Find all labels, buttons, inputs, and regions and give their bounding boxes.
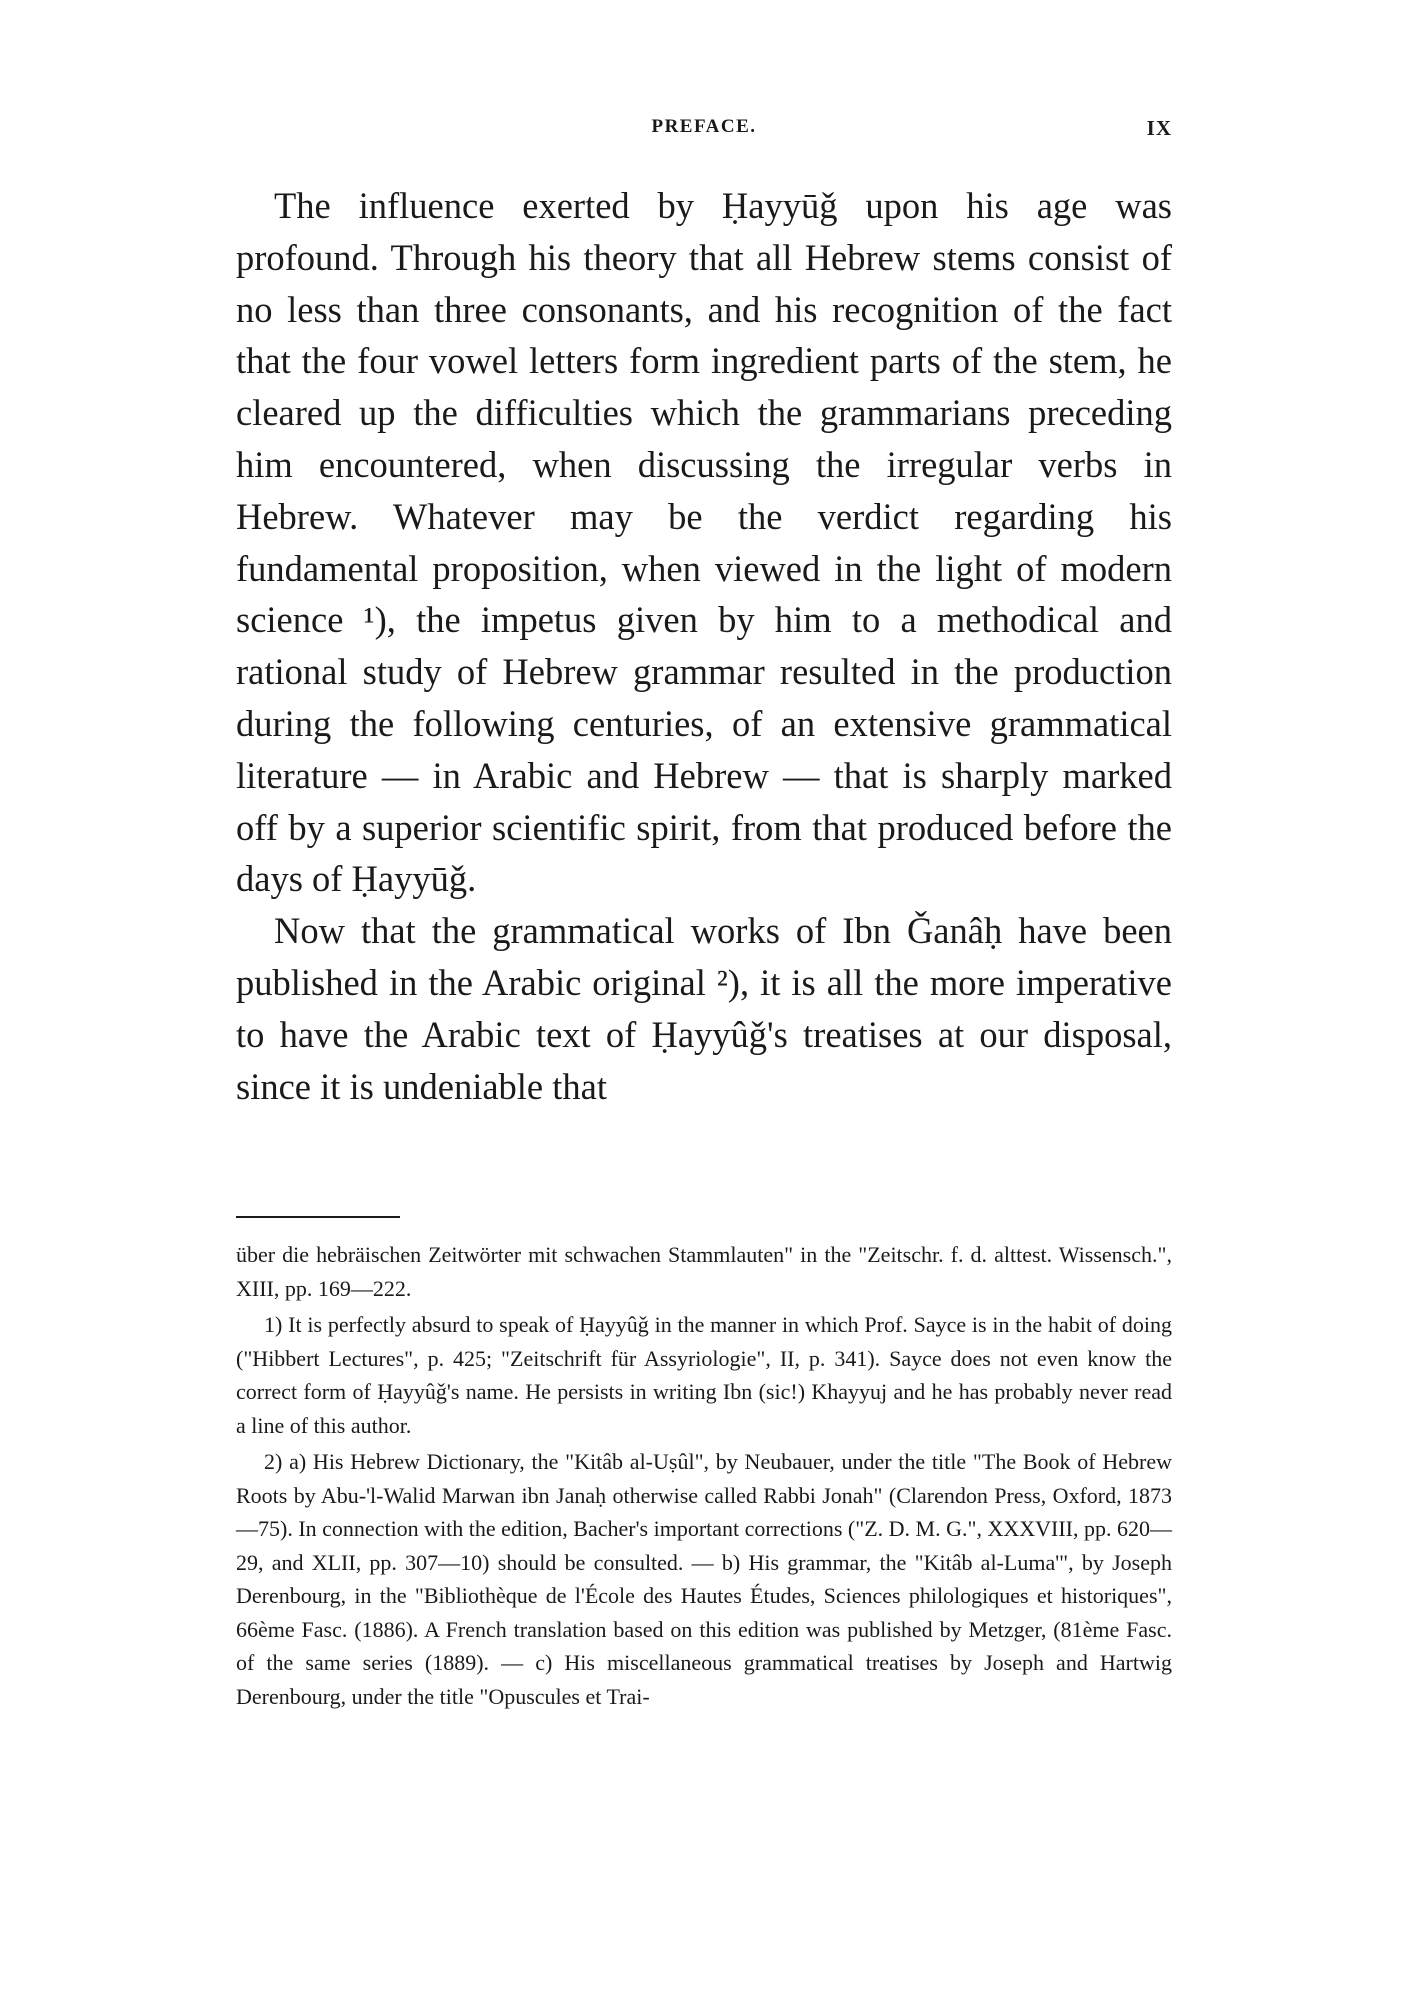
page-number: IX [1146,116,1172,140]
footnote-2: 2) a) His Hebrew Dictionary, the "Kitâb al-Uṣûl", by Neubauer, under the title "The Book of Hebrew Roots by Abu-'l-Walid Marwan ibn Janaḥ otherwise called Rabbi Jonah" (Clarendon Press, Oxford, 1873—75). In connection with the edition, Bacher's important corrections ("Z. D. M. G.", XXXVIII, pp. 620—29, and XLII, pp. 307—10) should be consulted. — b) His grammar, the "Kitâb al-Luma'", by Joseph Derenbourg, in the "Bibliothèque de l'École des Hautes Études, Sciences philologiques et historiques", 66ème Fasc. (1886). A French translation based on this edition was published by Metzger, (81ème Fasc. of the same series (1889). — c) His miscellaneous grammatical treatises by Joseph and Hartwig Derenbourg, under the title "Opuscules et Trai- [236,1449,1172,1709]
footnote-1: 1) It is perfectly absurd to speak of Ḥayyûǧ in the manner in which Prof. Sayce is in the habit of doing ("Hibbert Lectures", p. 425; "Zeitschrift für Assyriologie", II, p. 341). Sayce does not even know the correct form of Ḥayyûǧ's name. He persists in writing Ibn (sic!) Khayyuj and he has probably never read a line of this author. [236,1312,1172,1438]
body-text [236,180,1172,1112]
footnote-continuation: über die hebräischen Zeitwörter mit schwachen Stammlauten" in the "Zeitschr. f. d. alttest. Wissensch.", XIII, pp. 169—222. [236,1242,1172,1301]
footnotes [236,1238,1172,1713]
footnote-rule [236,1216,400,1218]
paragraph-grammatical-works: Now that the grammatical works of Ibn Ǧanâḥ have been published in the Arabic original ²), it is all the more imperative to have the Arabic text of Ḥayyûǧ's treatises at our disposal, since it is undeniable that [236,910,1172,1107]
running-title: PREFACE. [651,116,757,137]
paragraph-influence: The influence exerted by Ḥayyūǧ upon his age was profound. Through his theory that all Hebrew stems consist of no less than three consonants, and his recognition of the fact that the four vowel letters form ingredient parts of the stem, he cleared up the difficulties which the grammarians preceding him encountered, when discussing the irregular verbs in Hebrew. Whatever may be the verdict regarding his fundamental proposition, when viewed in the light of modern science ¹), the impetus given by him to a methodical and rational study of Hebrew grammar resulted in the production during the following centuries, of an extensive grammatical literature — in Arabic and Hebrew — that is sharply marked off by a superior scientific spirit, from that produced before the days of Ḥayyūǧ. [236,185,1172,900]
running-head [236,116,1172,146]
